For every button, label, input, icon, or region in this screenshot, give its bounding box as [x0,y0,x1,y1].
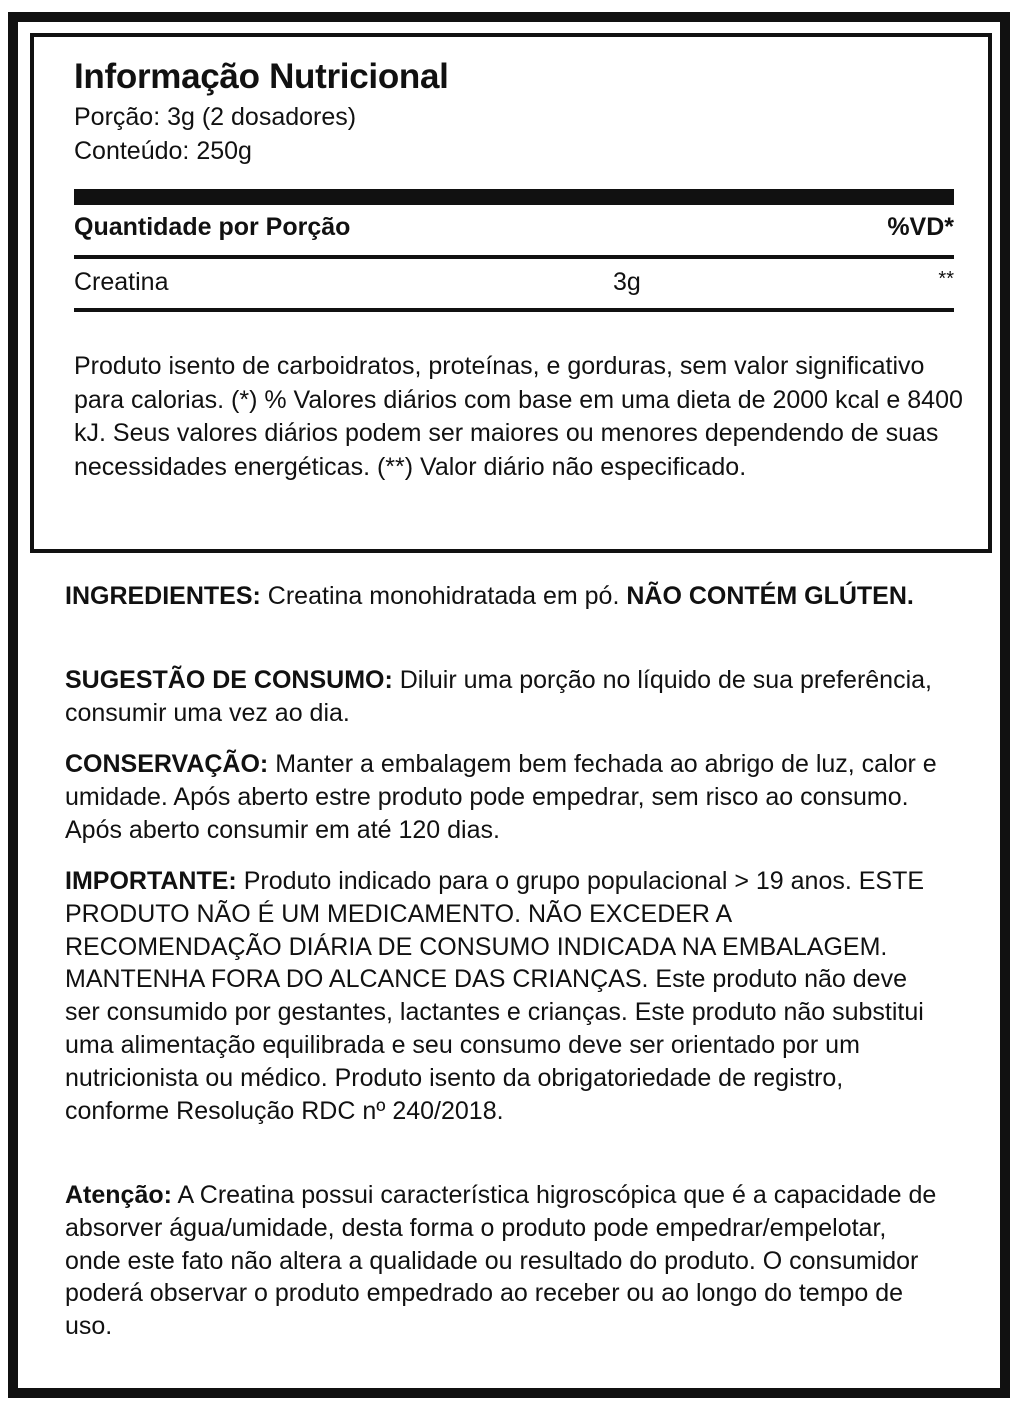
ingredients-text: Creatina monohidratada em pó. [260,582,627,610]
important-section [65,865,945,1127]
nutrient-amount: 3g [613,268,641,296]
attention-label: Atenção: [65,1181,172,1209]
nutrient-name: Creatina [74,268,169,296]
attention-section [65,1179,945,1343]
attention-text: A Creatina possui característica higroscópica que é a capacidade de absorver água/umidade, desta forma o produto pode empedrar/empelotar, onde este fato não altera a qualidade ou resultado do produto. O consumidor poderá observar o produto empedrado ao receber ou ao longo do tempo de uso. [65,1181,937,1341]
nutrient-dv: ** [938,268,954,290]
ingredients-label: INGREDIENTES: [65,582,261,610]
usage-text: Diluir uma porção no líquido de sua preferência, consumir uma vez ao dia. [65,666,932,727]
nutrition-facts-panel [30,33,992,553]
gluten-warning: NÃO CONTÉM GLÚTEN. [626,582,914,610]
row-divider [74,308,954,312]
dv-header: %VD* [887,213,954,241]
storage-section [65,748,945,846]
nutrition-title: Informação Nutricional [74,57,449,96]
quantity-header: Quantidade por Porção [74,213,351,241]
nutrition-footnote: Produto isento de carboidratos, proteínas, e gorduras, sem valor significativo para calorias. (*) % Valores diários com base em uma dieta de 2000 kcal e 8400 kJ. Seus valores diários podem ser maiores ou menores dependendo de suas necessidades energéticas. (**) Valor diário não especificado. [74,352,963,481]
storage-label: CONSERVAÇÃO: [65,750,269,778]
storage-text: Manter a embalagem bem fechada ao abrigo de luz, calor e umidade. Após aberto estre produto pode empedrar, sem risco ao consumo. Após aberto consumir em até 120 dias. [65,750,937,844]
header-divider [74,255,954,259]
important-label: IMPORTANTE: [65,867,237,895]
usage-section [65,664,945,730]
package-content: Conteúdo: 250g [74,137,252,165]
ingredients-section [65,580,945,613]
thick-divider [74,189,954,205]
serving-size: Porção: 3g (2 dosadores) [74,103,357,131]
important-text: Produto indicado para o grupo populacional > 19 anos. ESTE PRODUTO NÃO É UM MEDICAMENTO. NÃO EXCEDER A RECOMENDAÇÃO DIÁRIA DE CONSUMO INDICADA NA EMBALAGEM. MANTENHA FORA DO ALCANCE DAS CRIANÇAS. Este produto não deve ser consumido por gestantes, lactantes e crianças. Este produto não substitui uma alimentação equilibrada e seu consumo deve ser orientado por um nutricionista ou médico. Produto isento da obrigatoriedade de registro, conforme Resolução RDC nº 240/2018. [65,867,925,1125]
usage-label: SUGESTÃO DE CONSUMO: [65,666,393,694]
